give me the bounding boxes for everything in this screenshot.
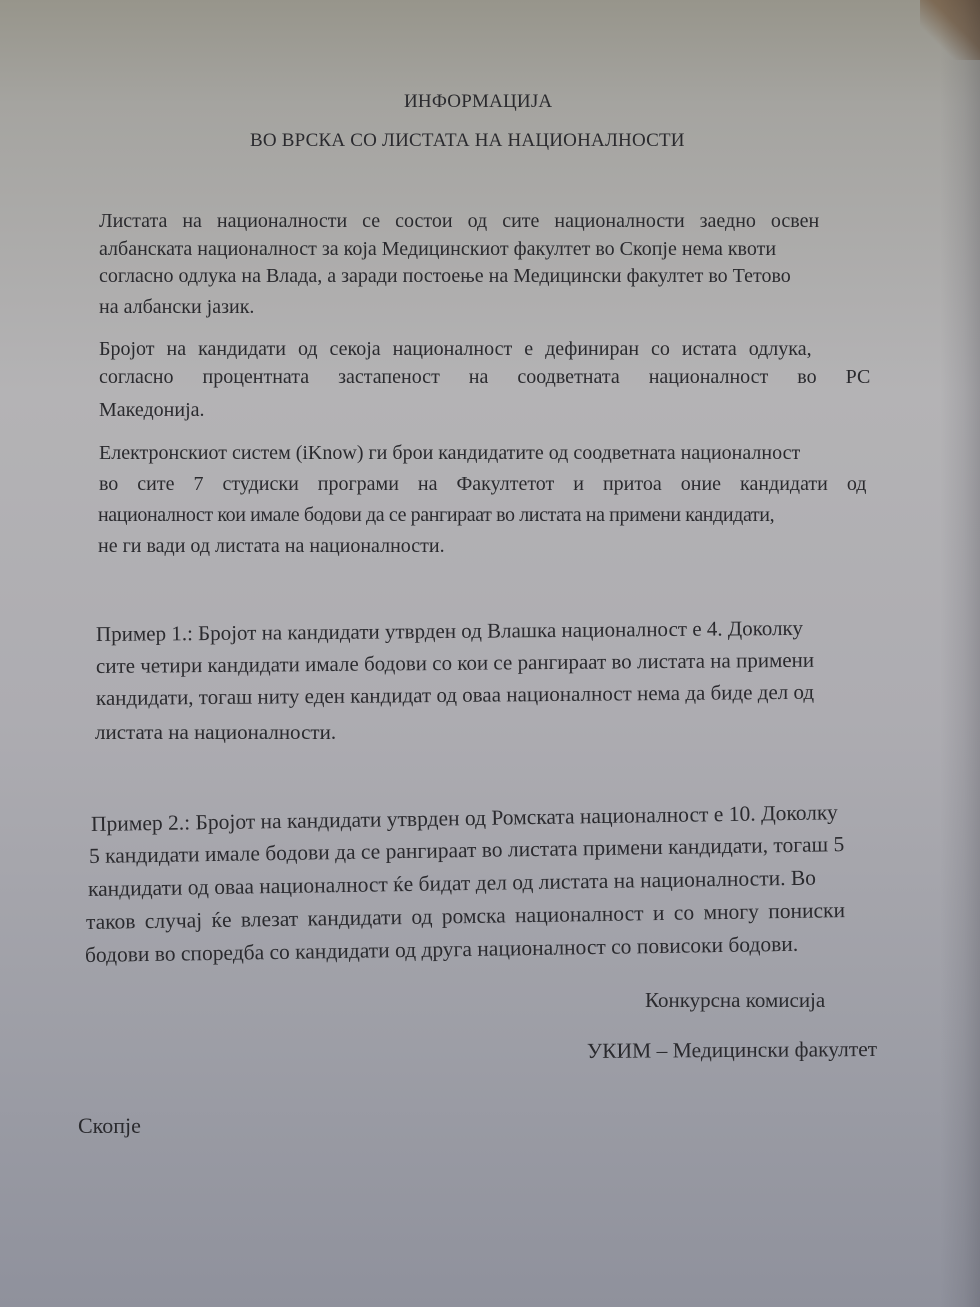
example-1-line-3: кандидати, тогаш ниту еден кандидат од оваа националност нема да биде дел од <box>95 679 815 710</box>
paragraph-3-line-1: Електронскиот систем (iKnow) ги брои кандидатите од соодветната националност <box>99 442 801 464</box>
paragraph-2-line-3: Македонија. <box>99 399 205 421</box>
paragraph-3-line-3: националност кои имале бодови да се рангираат во листата на примени кандидати, <box>98 504 775 526</box>
paragraph-1-line-2: албанската националност за која Медицинскиот факултет во Скопје нема квоти <box>99 238 777 260</box>
signature-institution: УКИМ – Медицински факултет <box>586 1036 878 1063</box>
document-title: ИНФОРМАЦИЈА <box>404 91 553 112</box>
paragraph-1-line-3: согласно одлука на Влада, а заради постоење на Медицински факултет во Тетово <box>99 265 791 287</box>
paragraph-1-line-4: на албански јазик. <box>99 296 255 318</box>
example-1-line-4: листата на националности. <box>95 720 337 744</box>
example-2-line-4: таков случај ќе влезат кандидати од ромска националност и со многу пониски <box>85 898 846 934</box>
example-2-line-3: кандидати од оваа националност ќе бидат дел од листата на националности. Во <box>87 865 817 901</box>
example-2-line-1: Пример 2.: Бројот на кандидати утврден од Ромската националност е 10. Доколку <box>90 800 839 836</box>
example-2-line-2: 5 кандидати имале бодови да се рангираат во листата примени кандидати, тогаш 5 <box>88 832 845 868</box>
signature-committee: Конкурсна комисија <box>645 988 826 1012</box>
paragraph-3-line-4: не ги вади од листата на националности. <box>98 535 445 557</box>
example-1-line-2: сите четири кандидати имале бодови со кои се рангираат во листата на примени <box>95 647 815 678</box>
paragraph-1-line-1: Листата на националности се состои од сите националности заедно освен <box>99 210 820 232</box>
place-label: Скопје <box>78 1113 141 1138</box>
paragraph-2-line-1: Бројот на кандидати од секоја националност е дефиниран со истата одлука, <box>99 338 812 360</box>
example-2-line-5: бодови во споредба со кандидати од друга националност со повисоки бодови. <box>84 931 799 967</box>
example-1-line-1: Пример 1.: Бројот на кандидати утврден од Влашка националност е 4. Доколку <box>95 615 804 646</box>
paper-edge-shadow <box>940 0 980 1307</box>
document-subtitle: ВО ВРСКА СО ЛИСТАТА НА НАЦИОНАЛНОСТИ <box>250 130 685 151</box>
paragraph-2-line-2: согласно процентната застапеност на соодветната националност во РС <box>99 366 871 388</box>
paragraph-3-line-2: во сите 7 студиски програми на Факултетот и притоа оние кандидати од <box>99 473 867 495</box>
